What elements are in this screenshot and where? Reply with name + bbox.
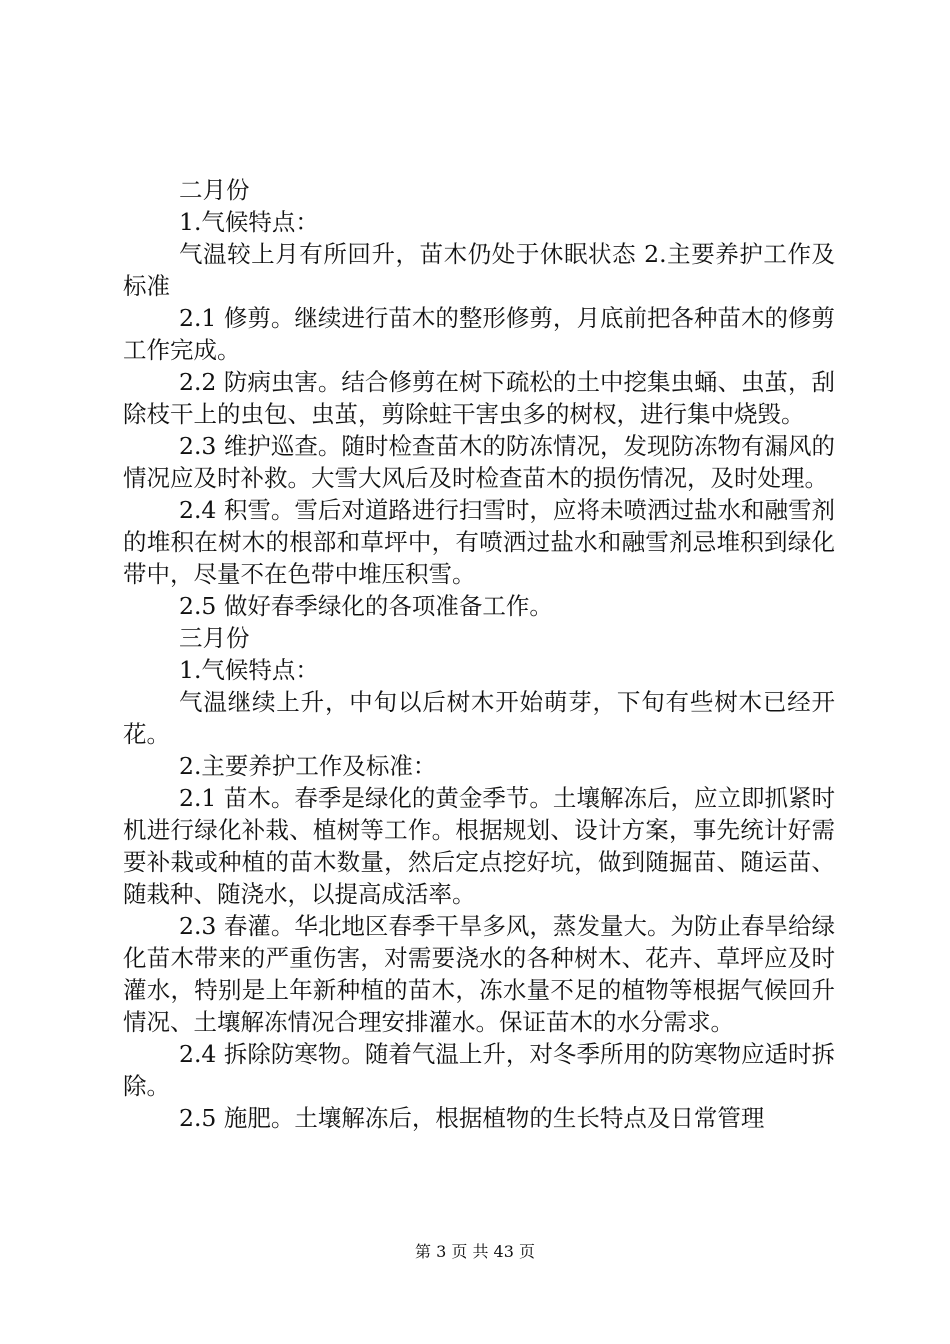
section-heading: 1.气候特点： [179,208,319,236]
section-heading: 2.主要养护工作及标准： [179,752,437,780]
body-paragraph: 2.5 施肥。土壤解冻后，根据植物的生长特点及日常管理 [179,1104,765,1132]
body-paragraph: 2.2 防病虫害。结合修剪在树下疏松的土中挖集虫蛹、虫茧，刮除枝干上的虫包、虫茧，剪除蛀干害虫多的树杈，进行集中烧毁。 [123,368,835,428]
body-paragraph: 气温继续上升，中旬以后树木开始萌芽，下旬有些树木已经开花。 [123,688,835,748]
month-heading: 二月份 [179,176,250,204]
page-footer: 第 3 页 共 43 页 [415,1242,535,1261]
document-body [123,174,835,1134]
body-paragraph: 2.4 积雪。雪后对道路进行扫雪时，应将未喷洒过盐水和融雪剂的堆积在树木的根部和草坪中，有喷洒过盐水和融雪剂忌堆积到绿化带中，尽量不在色带中堆压积雪。 [123,496,835,588]
body-paragraph: 2.1 苗木。春季是绿化的黄金季节。土壤解冻后，应立即抓紧时机进行绿化补栽、植树等工作。根据规划、设计方案，事先统计好需要补栽或种植的苗木数量，然后定点挖好坑，做到随掘苗、随运苗、随栽种、随浇水，以提高成活率。 [123,784,835,908]
body-paragraph: 2.5 做好春季绿化的各项准备工作。 [179,592,553,620]
section-heading: 1.气候特点： [179,656,319,684]
body-paragraph: 2.3 春灌。华北地区春季干旱多风，蒸发量大。为防止春旱给绿化苗木带来的严重伤害，对需要浇水的各种树木、花卉、草坪应及时灌水，特别是上年新种植的苗木，冻水量不足的植物等根据气候回升情况、土壤解冻情况合理安排灌水。保证苗木的水分需求。 [123,912,835,1036]
month-heading: 三月份 [179,624,250,652]
body-paragraph: 2.1 修剪。继续进行苗木的整形修剪，月底前把各种苗木的修剪工作完成。 [123,304,835,364]
body-paragraph: 气温较上月有所回升，苗木仍处于休眠状态 2.主要养护工作及标准 [123,240,835,300]
body-paragraph: 2.3 维护巡查。随时检查苗木的防冻情况，发现防冻物有漏风的情况应及时补救。大雪大风后及时检查苗木的损伤情况，及时处理。 [123,432,835,492]
body-paragraph: 2.4 拆除防寒物。随着气温上升，对冬季所用的防寒物应适时拆除。 [123,1040,835,1100]
